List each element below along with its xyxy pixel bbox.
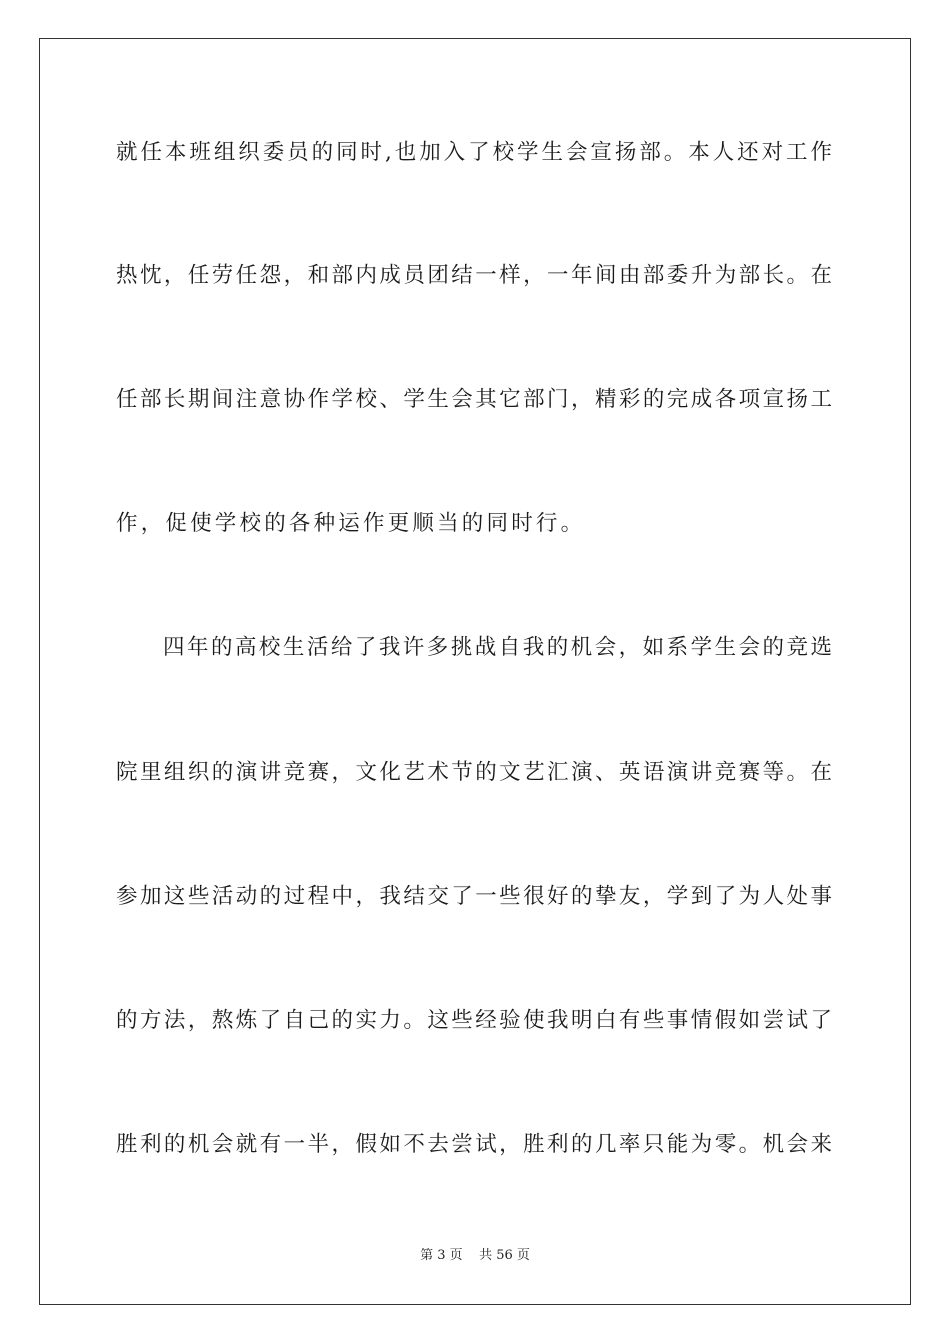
text-line-1: 就任本班组织委员的同时,也加入了校学生会宣扬部。本人还对工作	[116, 140, 832, 165]
text-line-7: 参加这些活动的过程中，我结交了一些很好的挚友，学到了为人处事	[116, 884, 832, 909]
page-frame	[39, 38, 911, 1305]
text-line-9: 胜利的机会就有一半，假如不去尝试，胜利的几率只能为零。机会来	[116, 1132, 832, 1157]
page-number-footer: 第 3 页 共 56 页	[420, 1248, 530, 1263]
text-line-6: 院里组织的演讲竞赛，文化艺术节的文艺汇演、英语演讲竞赛等。在	[116, 760, 832, 785]
text-line-3: 任部长期间注意协作学校、学生会其它部门，精彩的完成各项宣扬工	[116, 387, 832, 412]
text-line-4: 作，促使学校的各种运作更顺当的同时行。	[116, 511, 586, 536]
text-line-8: 的方法，熬炼了自己的实力。这些经验使我明白有些事情假如尝试了	[116, 1008, 832, 1033]
text-line-5: 四年的高校生活给了我许多挑战自我的机会，如系学生会的竞选	[163, 635, 832, 660]
text-line-2: 热忱，任劳任怨，和部内成员团结一样，一年间由部委升为部长。在	[116, 263, 832, 288]
